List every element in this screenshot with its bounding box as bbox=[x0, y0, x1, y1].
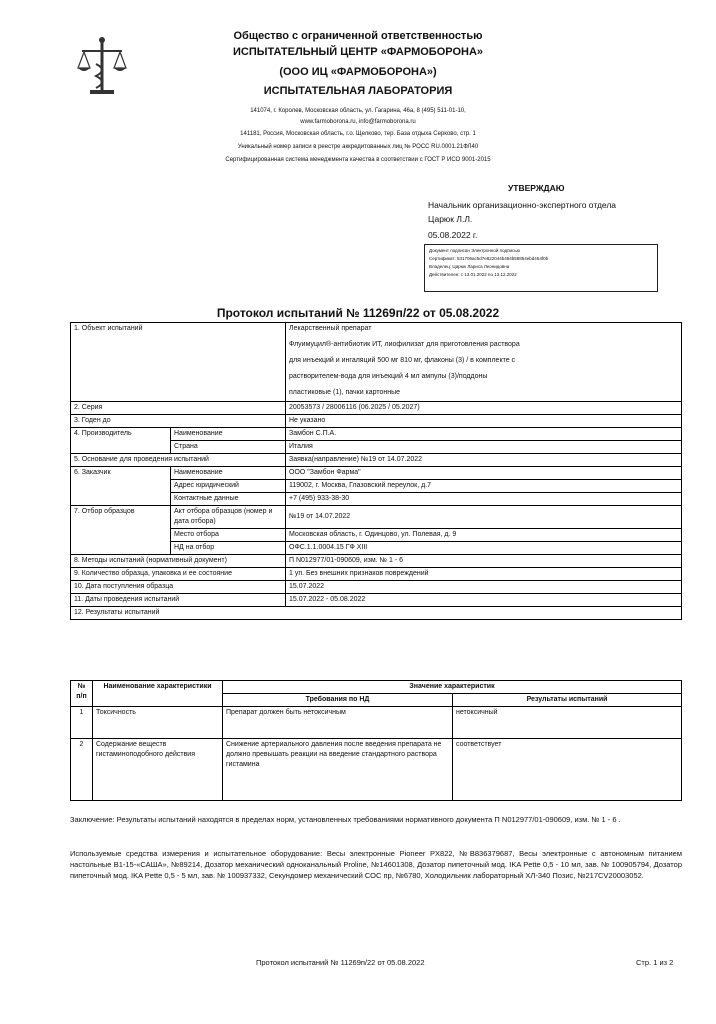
protocol-info-table bbox=[70, 322, 682, 620]
conclusion: Заключение: Результаты испытаний находятся в пределах норм, установленных требованиями нормативного документа П N012977/01-090609, изм. № 1 - 6 . bbox=[70, 815, 621, 824]
value-line: Лекарственный препарат bbox=[289, 325, 372, 332]
org-line2: ИСПЫТАТЕЛЬНЫЙ ЦЕНТР «ФАРМОБОРОНА» bbox=[232, 46, 484, 58]
table-row bbox=[71, 568, 682, 581]
table-row bbox=[71, 467, 682, 480]
page-number: Стр. 1 из 2 bbox=[636, 958, 674, 967]
org-line1: Общество с ограниченной ответственностью bbox=[233, 30, 483, 42]
row-label: 8. Методы испытаний (нормативный документ) bbox=[71, 555, 286, 568]
row-label: 1. Объект испытаний bbox=[71, 323, 286, 402]
row-value bbox=[286, 323, 682, 402]
row-value: 15.07.2022 bbox=[286, 581, 682, 594]
row-label: 12. Результаты испытаний bbox=[71, 607, 682, 620]
row-value: Московская область, г. Одинцово, ул. Полевая, д. 9 bbox=[286, 529, 682, 542]
row-value: 119002, г. Москва, Глазовский переулок, д.7 bbox=[286, 480, 682, 493]
row-value: 20053573 / 28006116 (06.2025 / 05.2027) bbox=[286, 402, 682, 415]
row-label: 5. Основание для проведения испытаний bbox=[71, 454, 286, 467]
result-req: Снижение артериального давления после введения препарата не должно превышать реакции на введение стандартного раствора гистамина bbox=[223, 739, 453, 801]
address-line1: 141074, г. Королев, Московская область, ул. Гагарина, 46а, 8 (495) 511-01-10, bbox=[250, 108, 466, 114]
protocol-title: Протокол испытаний № 11269п/22 от 05.08.2022 bbox=[216, 306, 500, 320]
address-line2: www.farmoborona.ru, info@farmoborona.ru bbox=[300, 119, 416, 125]
header-value: Значение характеристик bbox=[223, 681, 682, 694]
row-label: 10. Дата поступления образца bbox=[71, 581, 286, 594]
row-value: ОФС.1.1.0004.15 ГФ XIII bbox=[286, 542, 682, 555]
footer-title: Протокол испытаний № 11269п/22 от 05.08.2022 bbox=[256, 958, 425, 967]
result-res: соответствует bbox=[453, 739, 682, 801]
result-num: 2 bbox=[71, 739, 93, 801]
table-row bbox=[71, 607, 682, 620]
table-row bbox=[71, 506, 682, 529]
row-value: 1 уп. Без внешних признаков повреждений bbox=[286, 568, 682, 581]
table-row bbox=[71, 594, 682, 607]
row-value: 15.07.2022 - 05.08.2022 bbox=[286, 594, 682, 607]
approval-date: 05.08.2022 г. bbox=[428, 230, 478, 240]
result-num: 1 bbox=[71, 707, 93, 739]
row-label: 11. Даты проведения испытаний bbox=[71, 594, 286, 607]
row-value: Не указано bbox=[286, 415, 682, 428]
row-label: 3. Годен до bbox=[71, 415, 286, 428]
row-value: Заявка(направление) №19 от 14.07.2022 bbox=[286, 454, 682, 467]
table-row bbox=[71, 402, 682, 415]
result-name: Содержание веществ гистаминоподобного действия bbox=[93, 739, 223, 801]
equipment-list: Используемые средства измерения и испытательное оборудование: Весы электронные Pioneer PX822, №B836379687, Весы электронные с автономным питанием настольные В1-15-«САША», №89214, Дозатор механический одноканальный Proline, №14601308, Дозатор пипеточный мод. IKA Pette 0,5 - 10 мл, зав. № 100905794, Дозатор пипеточный мод. IKA Pette 0,5 - 5 мл, зав. № 100937332, Секундомер механический СОС пр, №6780, Холодильник лабораторный ХЛ-340 Позис, №217CV20003052. bbox=[70, 849, 682, 880]
row-label: 4. Производитель bbox=[71, 428, 171, 454]
stamp-line2: Сертификат: 531706ac5d7e822044b464b58854ebd454f0b bbox=[429, 256, 549, 261]
table-row bbox=[71, 323, 682, 402]
row-label: 6. Заказчик bbox=[71, 467, 171, 506]
table-row bbox=[71, 555, 682, 568]
row-label: 7. Отбор образцов bbox=[71, 506, 171, 555]
address-line3: 141181, Россия, Московская область, г.о. Щелково, тер. База отдыха Серково, стр. 1 bbox=[240, 131, 476, 137]
row-sublabel: Контактные данные bbox=[171, 493, 286, 506]
row-sublabel: Место отбора bbox=[171, 529, 286, 542]
row-sublabel: НД на отбор bbox=[171, 542, 286, 555]
e-signature-stamp bbox=[424, 244, 658, 292]
row-value: №19 от 14.07.2022 bbox=[286, 506, 682, 529]
row-sublabel: Акт отбора образцов (номер и дата отбора) bbox=[171, 506, 286, 529]
stamp-line1: Документ подписан Электронной подписью bbox=[429, 248, 521, 253]
row-value: ООО "Замбон Фарма" bbox=[286, 467, 682, 480]
stamp-line3: Владелец: Царюк Лариса Леонидовна bbox=[429, 264, 510, 269]
value-line: для инъекций и ингаляций 500 мг 810 мг, флаконы (3) / в комплекте с bbox=[289, 357, 516, 364]
header-req: Требования по НД bbox=[223, 694, 453, 707]
value-line: Флуимуцил®-антибиотик ИТ, лиофилизат для приготовления раствора bbox=[289, 341, 520, 348]
value-line: пластиковые (1), пачки картонные bbox=[289, 389, 401, 396]
table-header-row bbox=[71, 681, 682, 694]
row-sublabel: Наименование bbox=[171, 467, 286, 480]
table-row bbox=[71, 428, 682, 441]
org-line3: (ООО ИЦ «ФАРМОБОРОНА») bbox=[279, 66, 437, 78]
results-table bbox=[70, 680, 682, 801]
stamp-line4: Действителен: с 13.01.2022 по 13.12.2022 bbox=[429, 272, 517, 277]
result-res: нетоксичный bbox=[453, 707, 682, 739]
row-sublabel: Наименование bbox=[171, 428, 286, 441]
result-name: Токсичность bbox=[93, 707, 223, 739]
table-row bbox=[71, 707, 682, 739]
value-line: растворителем-вода для инъекций 4 мл ампулы (3)/поддоны bbox=[289, 373, 488, 380]
table-row bbox=[71, 454, 682, 467]
header-num: № п/п bbox=[71, 681, 93, 707]
row-value: П N012977/01-090609, изм. № 1 - 6 bbox=[286, 555, 682, 568]
header-name: Наименование характеристики bbox=[93, 681, 223, 707]
result-req: Препарат должен быть нетоксичным bbox=[223, 707, 453, 739]
approval-position: Начальник организационно-экспертного отдела bbox=[428, 200, 617, 210]
header-res: Результаты испытаний bbox=[453, 694, 682, 707]
row-value: Италия bbox=[286, 441, 682, 454]
table-row bbox=[71, 415, 682, 428]
row-label: 9. Количество образца, упаковка и ее состояние bbox=[71, 568, 286, 581]
table-row bbox=[71, 739, 682, 801]
approval-name: Царюк Л.Л. bbox=[428, 214, 473, 224]
row-value: Замбон С.П.А. bbox=[286, 428, 682, 441]
row-value: +7 (495) 933-38-30 bbox=[286, 493, 682, 506]
row-sublabel: Страна bbox=[171, 441, 286, 454]
row-sublabel: Адрес юридический bbox=[171, 480, 286, 493]
org-line4: ИСПЫТАТЕЛЬНАЯ ЛАБОРАТОРИЯ bbox=[263, 85, 453, 97]
address-line5: Сертифицированная система менеджмента качества в соответствии с ГОСТ Р ИСО 9001-2015 bbox=[225, 157, 491, 163]
row-label: 2. Серия bbox=[71, 402, 286, 415]
approval-title: УТВЕРЖДАЮ bbox=[508, 183, 565, 193]
address-line4: Уникальный номер записи в реестре аккредитованных лиц № РОСС RU.0001.21ФЛ40 bbox=[237, 144, 479, 150]
table-row bbox=[71, 581, 682, 594]
